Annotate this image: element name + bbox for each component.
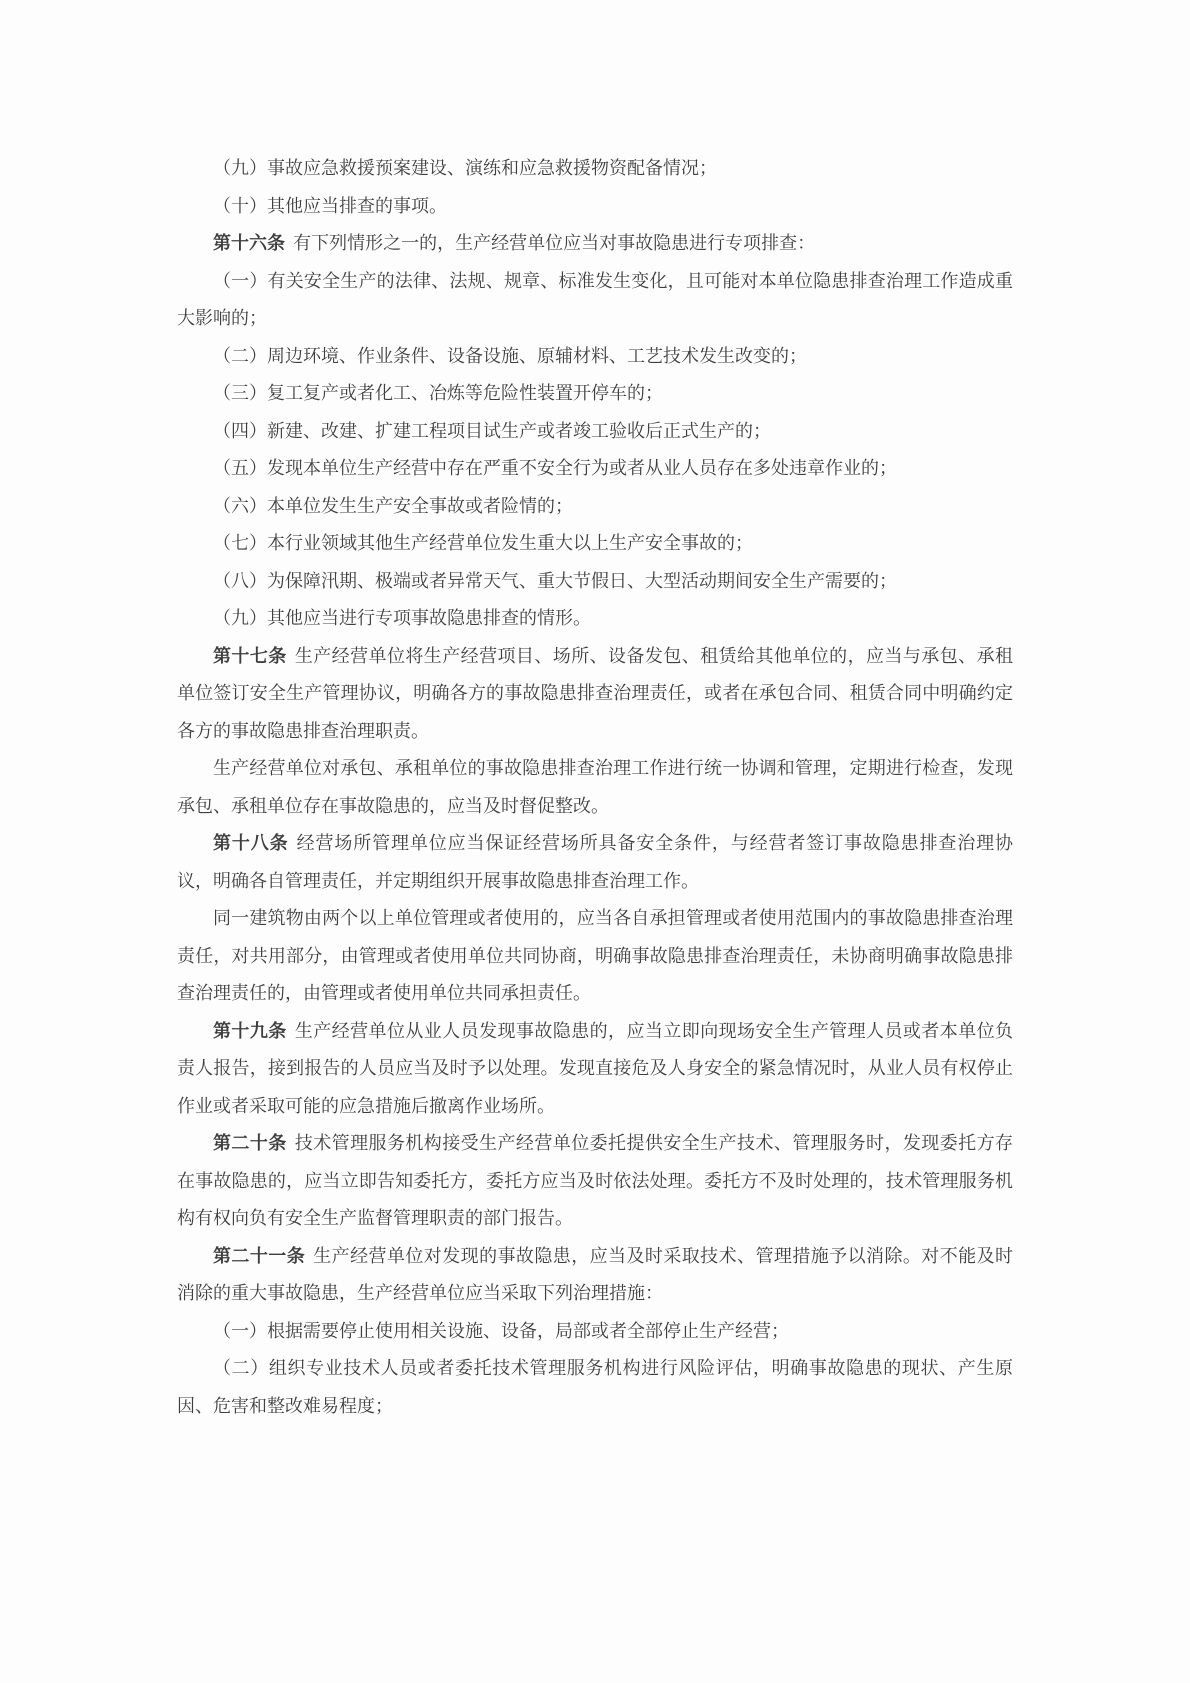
paragraph: （九）事故应急救援预案建设、演练和应急救援物资配备情况； <box>213 158 717 178</box>
article-number: 第十六条 <box>213 233 285 253</box>
paragraph: （二）组织专业技术人员或者委托技术管理服务机构进行风险评估，明确事故隐患的现状、产生原因、危害和整改难易程度； <box>177 1358 1013 1416</box>
paragraph: （三）复工复产或者化工、冶炼等危险性装置开停车的； <box>213 383 663 403</box>
article-number: 第十八条 <box>213 833 289 853</box>
paragraph: （九）其他应当进行专项事故隐患排查的情形。 <box>213 608 591 628</box>
paragraph: （七）本行业领域其他生产经营单位发生重大以上生产安全事故的； <box>213 533 753 553</box>
article-number: 第二十一条 <box>213 1245 306 1266</box>
article-paragraph: 第十八条 经营场所管理单位应当保证经营场所具备安全条件，与经营者签订事故隐患排查治理协议，明确各自管理责任，并定期组织开展事故隐患排查治理工作。 <box>177 833 1014 891</box>
paragraph: （二）周边环境、作业条件、设备设施、原辅材料、工艺技术发生改变的； <box>213 345 807 366</box>
article-paragraph: 第二十条 技术管理服务机构接受生产经营单位委托提供安全生产技术、管理服务时，发现委托方存在事故隐患的，应当立即告知委托方，委托方应当及时依法处理。委托方不及时处理的，技术管理服务机构有权向负有安全生产监督管理职责的部门报告。 <box>177 1133 1014 1228</box>
article-paragraph: 第十九条 生产经营单位从业人员发现事故隐患的，应当立即向现场安全生产管理人员或者本单位负责人报告，接到报告的人员应当及时予以处理。发现直接危及人身安全的紧急情况时，从业人员有权停止作业或者采取可能的应急措施后撤离作业场所。 <box>177 1020 1014 1116</box>
article-number: 第二十条 <box>213 1133 287 1153</box>
paragraph: （一）有关安全生产的法律、法规、规章、标准发生变化，且可能对本单位隐患排查治理工作造成重大影响的； <box>177 270 1013 328</box>
paragraph: （五）发现本单位生产经营中存在严重不安全行为或者从业人员存在多处违章作业的； <box>213 458 897 478</box>
paragraph: （六）本单位发生生产安全事故或者险情的； <box>213 495 573 516</box>
article-paragraph: 第十六条 有下列情形之一的，生产经营单位应当对事故隐患进行专项排查： <box>213 233 816 253</box>
article-paragraph: 第十七条 生产经营单位将生产经营项目、场所、设备发包、租赁给其他单位的，应当与承包、承租单位签订安全生产管理协议，明确各方的事故隐患排查治理责任，或者在承包合同、租赁合同中明确约定各方的事故隐患排查治理职责。 <box>177 645 1014 741</box>
paragraph: （四）新建、改建、扩建工程项目试生产或者竣工验收后正式生产的； <box>213 420 771 441</box>
document-body <box>177 150 1013 1425</box>
article-number: 第十七条 <box>213 645 287 666</box>
paragraph: 同一建筑物由两个以上单位管理或者使用的，应当各自承担管理或者使用范围内的事故隐患排查治理责任，对共用部分，由管理或者使用单位共同协商，明确事故隐患排查治理责任，未协商明确事故隐患排查治理责任的，由管理或者使用单位共同承担责任。 <box>177 908 1013 1003</box>
paragraph: （八）为保障汛期、极端或者异常天气、重大节假日、大型活动期间安全生产需要的； <box>213 570 897 591</box>
article-paragraph: 第二十一条 生产经营单位对发现的事故隐患，应当及时采取技术、管理措施予以消除。对不能及时消除的重大事故隐患，生产经营单位应当采取下列治理措施： <box>177 1245 1014 1303</box>
paragraph: （十）其他应当排查的事项。 <box>213 195 447 216</box>
paragraph: （一）根据需要停止使用相关设施、设备，局部或者全部停止生产经营； <box>213 1320 789 1341</box>
article-number: 第十九条 <box>213 1020 287 1041</box>
paragraph: 生产经营单位对承包、承租单位的事故隐患排查治理工作进行统一协调和管理，定期进行检查，发现承包、承租单位存在事故隐患的，应当及时督促整改。 <box>177 758 1013 816</box>
